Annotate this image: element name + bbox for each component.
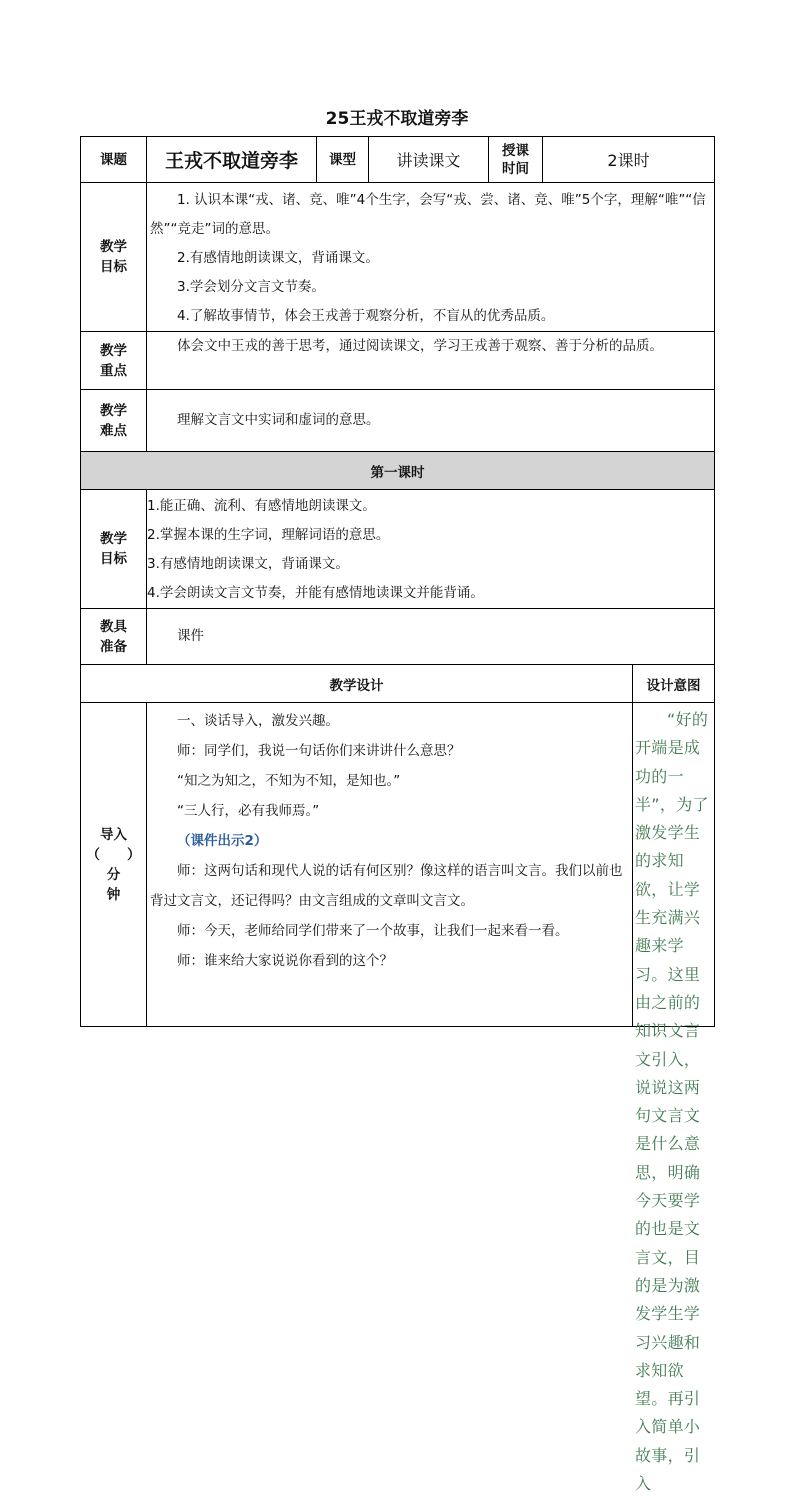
- design-line: “知之为知之，不知为不知，是知也。”: [177, 773, 401, 789]
- first-lesson-goals-content: [147, 490, 715, 609]
- design-content: [147, 703, 633, 1027]
- first-lesson-goals-label-line-1: 教学: [100, 531, 127, 547]
- design-line: “三人行，必有我师焉。”: [177, 803, 320, 819]
- lesson-label: 课题: [81, 137, 147, 183]
- time-label-line-1: 授课: [502, 142, 529, 159]
- difficulties-row: [81, 390, 715, 452]
- design-content-row: [81, 703, 715, 1027]
- document-title: 25王戎不取道旁李: [325, 109, 469, 129]
- design-line: 师：这两句话和现代人说的话有何区别？像这样的语言叫文言。我们以前也背过文言文，还记得吗？由文言组成的文章叫文言文。: [150, 863, 623, 909]
- first-lesson-goals-row: [81, 490, 715, 609]
- design-header-row: [81, 665, 715, 703]
- tools-text: 课件: [177, 628, 204, 644]
- key-points-row: [81, 332, 715, 390]
- goal-item: 1. 认识本课“戎、诸、竞、唯”4个生字，会写“戎、尝、诸、竞、唯”5个字，理解“唯”“信然”“竞走”词的意思。: [150, 192, 706, 237]
- lesson-plan-table: [80, 136, 715, 1494]
- design-purpose: [633, 703, 715, 1494]
- tools-label-line-2: 准备: [100, 638, 127, 655]
- intro-section-label: [81, 703, 147, 1027]
- key-points-text: 体会文中王戎的善于思考，通过阅读课文，学习王戎善于观察、善于分析的品质。: [177, 338, 663, 354]
- intro-label-line-1: 导入: [100, 826, 127, 843]
- first-lesson-goal-item: 3.有感情地朗读课文，背诵课文。: [147, 556, 349, 572]
- header-row: [81, 137, 715, 183]
- difficulties-label-line-1: 教学: [100, 402, 127, 419]
- difficulties-label-line-2: 难点: [100, 422, 127, 439]
- goals-label-line-1: 教学: [100, 239, 127, 255]
- tools-content: [147, 609, 715, 665]
- time-label: [489, 137, 543, 183]
- goals-label-line-2: 目标: [100, 259, 127, 275]
- design-line-highlight: （课件出示2）: [177, 833, 268, 849]
- goal-item: 2.有感情地朗读课文，背诵课文。: [177, 250, 379, 266]
- goal-item: 3.学会划分文言文节奏。: [177, 279, 325, 295]
- first-lesson-heading: 第一课时: [81, 452, 715, 490]
- design-line: 师：今天，老师给同学们带来了一个故事，让我们一起来看一看。: [177, 923, 569, 939]
- time-label-line-2: 时间: [502, 160, 529, 177]
- intro-label-line-3: 钟: [106, 886, 121, 903]
- time-value: 2课时: [543, 137, 715, 183]
- first-lesson-goal-item: 1.能正确、流利、有感情地朗读课文。: [147, 498, 376, 514]
- design-column-header: 教学设计: [81, 665, 633, 703]
- goal-item: 4.了解故事情节，体会王戎善于观察分析，不盲从的优秀品质。: [177, 308, 555, 324]
- difficulties-text: 理解文言文中实词和虚词的意思。: [177, 412, 380, 428]
- key-points-label-line-1: 教学: [100, 342, 127, 359]
- first-lesson-goal-item: 4.学会朗读文言文节奏，并能有感情地读课文并能背诵。: [147, 585, 484, 601]
- goals-content: [147, 183, 715, 332]
- goals-row: [81, 183, 715, 332]
- type-value: 讲读课文: [369, 137, 489, 183]
- first-lesson-goals-label-line-2: 目标: [100, 551, 127, 567]
- intro-label-line-2: （ ）分: [86, 846, 141, 883]
- key-points-label-line-2: 重点: [100, 362, 127, 379]
- tools-label: [81, 609, 147, 665]
- design-line: 师：谁来给大家说说你看到的这个？: [177, 953, 393, 969]
- purpose-column-header: 设计意图: [633, 665, 715, 703]
- key-points-content: [147, 332, 715, 390]
- first-lesson-heading-row: [81, 452, 715, 490]
- goals-label: [81, 183, 147, 332]
- key-points-label: [81, 332, 147, 390]
- first-lesson-goals-label: [81, 490, 147, 609]
- lesson-title: 王戎不取道旁李: [147, 137, 317, 183]
- first-lesson-goal-item: 2.掌握本课的生字词，理解词语的意思。: [147, 527, 390, 543]
- tools-row: [81, 609, 715, 665]
- design-line: 师：同学们，我说一句话你们来讲讲什么意思？: [177, 743, 461, 759]
- design-purpose-text: “好的开端是成功的一半”，为了激发学生的求知欲，让学生充满兴趣来学习。这里由之前的知识文言文引入，说说这两句文言文是什么意思，明确今天要学的也是文言文，目的是为激发学生学习兴趣和求知欲望。再引入简单小故事，引入: [635, 710, 709, 1494]
- design-line: 一、谈话导入，激发兴趣。: [177, 713, 339, 729]
- difficulties-content: [147, 390, 715, 452]
- type-label: 课型: [317, 137, 369, 183]
- difficulties-label: [81, 390, 147, 452]
- tools-label-line-1: 教具: [100, 618, 127, 635]
